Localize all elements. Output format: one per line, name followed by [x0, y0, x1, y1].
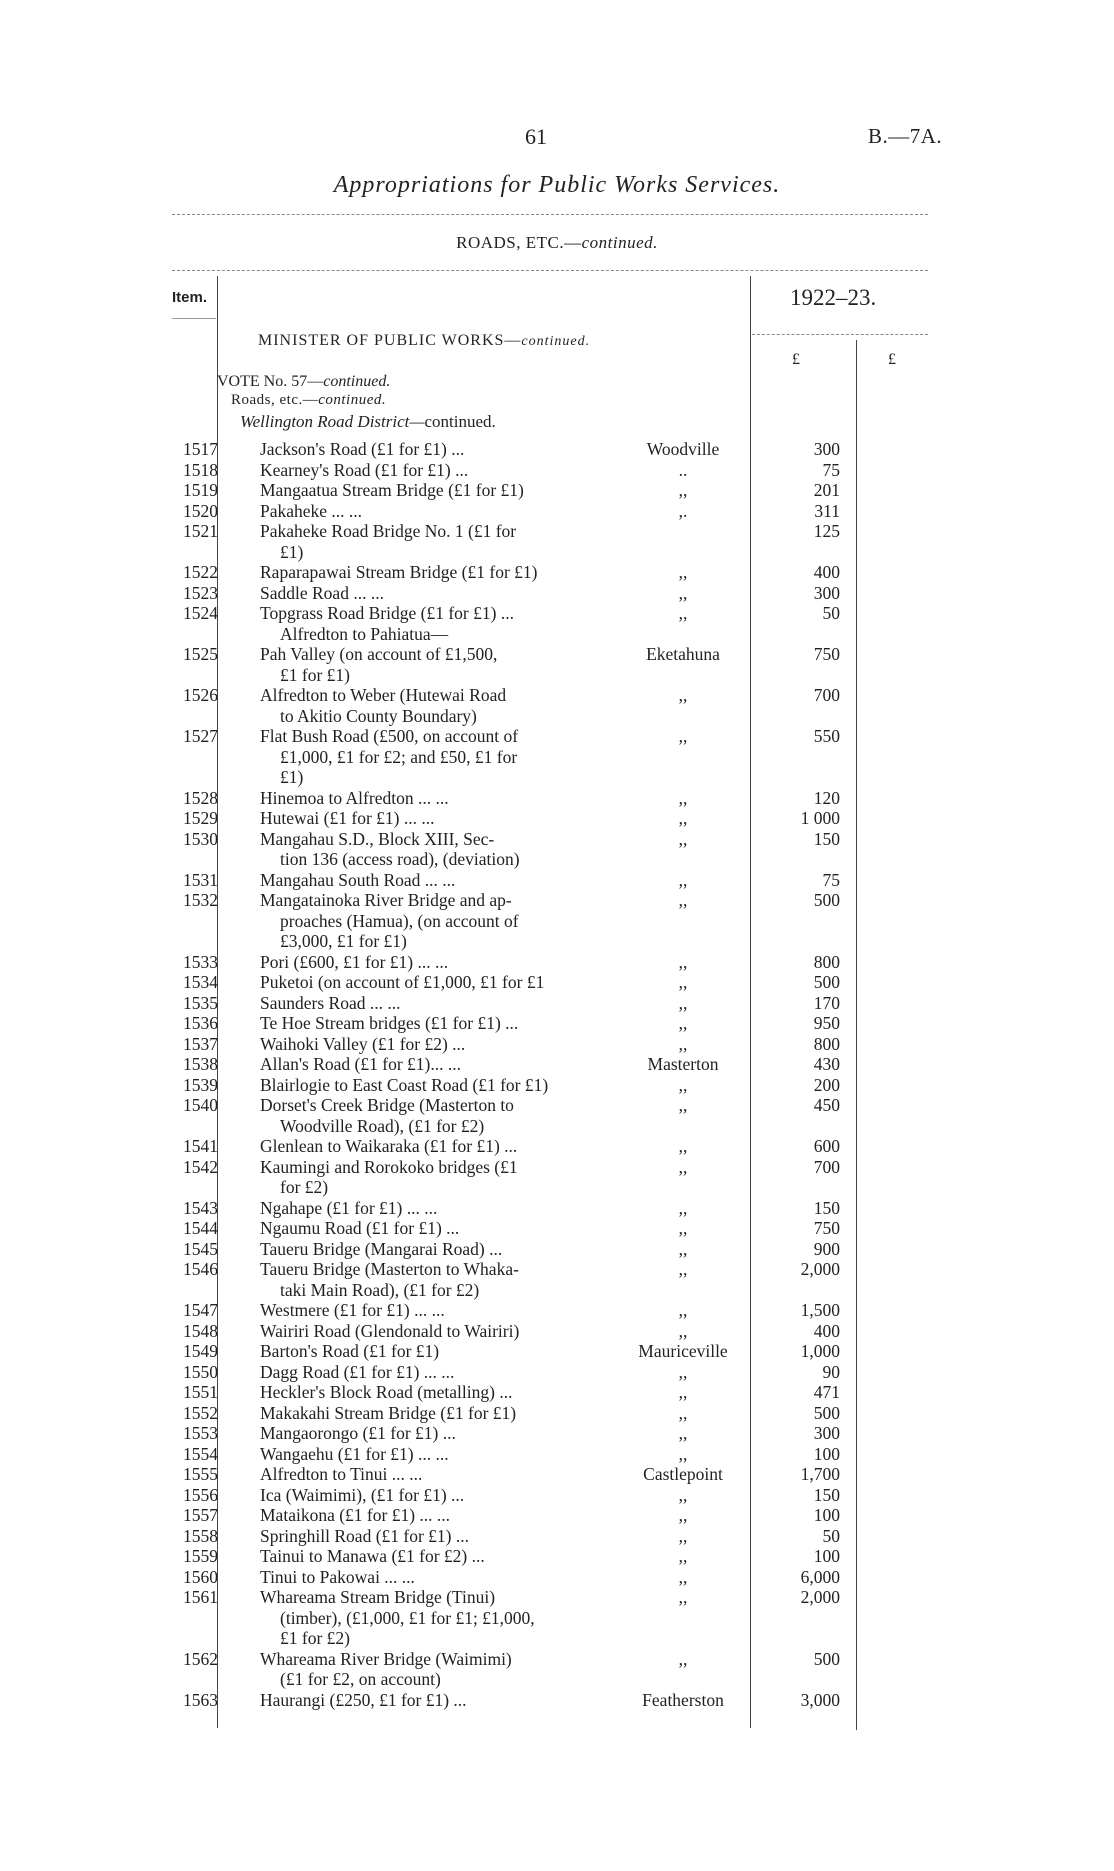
- item-number: 1538: [183, 1054, 218, 1074]
- item-number: 1542: [183, 1156, 218, 1177]
- item-description: [260, 1444, 605, 1465]
- item-location: ..: [678, 459, 688, 480]
- item-description: [260, 1300, 605, 1321]
- description-line: Allan's Road (£1 for £1)... ...: [260, 1054, 461, 1074]
- description-line: Jackson's Road (£1 for £1) ...: [260, 439, 465, 459]
- item-amount: 75: [822, 459, 840, 480]
- item-number: 1546: [183, 1259, 218, 1279]
- description-line: Tainui to Manawa (£1 for £2) ...: [260, 1546, 485, 1566]
- district-heading-cont: continued.: [424, 412, 496, 431]
- table-top-rule: [172, 270, 928, 271]
- item-description: [260, 480, 605, 501]
- item-amount: 800: [813, 951, 840, 972]
- item-description: [260, 1198, 605, 1219]
- item-number: 1547: [183, 1300, 218, 1320]
- item-location: ,,: [678, 1587, 688, 1607]
- item-amount: 471: [813, 1382, 840, 1402]
- item-description: [260, 1587, 605, 1649]
- item-description: [260, 1649, 605, 1690]
- item-amount: 700: [813, 1156, 840, 1177]
- section-title: [0, 233, 1114, 253]
- item-amount: 201: [813, 480, 840, 500]
- item-amount: 150: [813, 1197, 840, 1218]
- description-line: Tinui to Pakowai ... ...: [260, 1566, 415, 1587]
- item-description: [260, 829, 605, 870]
- item-description: [260, 1546, 605, 1567]
- item-location: ,,: [678, 1136, 688, 1156]
- item-amount: 100: [813, 1505, 840, 1525]
- item-number: 1537: [183, 1033, 218, 1054]
- description-line: Heckler's Block Road (metalling) ...: [260, 1382, 513, 1402]
- description-line: Taueru Bridge (Masterton to Whaka-: [260, 1259, 519, 1279]
- item-location: ,,: [678, 951, 688, 972]
- description-line: Raparapawai Stream Bridge (£1 for £1): [260, 562, 538, 582]
- item-description: [260, 1075, 605, 1096]
- item-amount: 300: [813, 582, 840, 603]
- item-location: Castlepoint: [643, 1464, 723, 1484]
- item-description: [260, 1013, 605, 1034]
- item-location: ,,: [678, 1402, 688, 1423]
- item-location: ,,: [678, 1546, 688, 1566]
- description-line: Mataikona (£1 for £1) ... ...: [260, 1505, 451, 1525]
- item-amount: 950: [813, 1013, 840, 1033]
- item-amount: 100: [813, 1546, 840, 1566]
- description-line: Waihoki Valley (£1 for £2) ...: [260, 1033, 466, 1054]
- item-number: 1519: [183, 480, 218, 500]
- item-amount: 50: [822, 1525, 840, 1546]
- item-number: 1521: [183, 521, 218, 541]
- item-amount: 500: [813, 972, 840, 992]
- item-number: 1554: [183, 1443, 218, 1464]
- item-location: Eketahuna: [646, 644, 720, 664]
- description-line: proaches (Hamua), (on account of: [280, 910, 519, 931]
- item-location: ,,: [678, 685, 688, 705]
- item-description: [260, 1259, 605, 1300]
- item-description: [260, 685, 605, 726]
- description-line: taki Main Road), (£1 for £2): [280, 1279, 480, 1300]
- item-description: [260, 1690, 605, 1711]
- description-line: (£1 for £2, on account): [280, 1669, 441, 1689]
- item-location: ,,: [678, 582, 688, 603]
- item-number: 1527: [183, 726, 218, 746]
- item-description: [260, 460, 605, 481]
- minister-heading: [258, 332, 590, 350]
- item-number: 1536: [183, 1013, 218, 1033]
- amount-column-divider: [750, 276, 751, 1728]
- item-amount: 150: [813, 828, 840, 849]
- description-line: Alfredton to Tinui ... ...: [260, 1464, 423, 1484]
- description-line: Te Hoe Stream bridges (£1 for £1) ...: [260, 1013, 519, 1033]
- item-description: [260, 1505, 605, 1526]
- item-location: ,,: [678, 480, 688, 500]
- item-description: [260, 1362, 605, 1383]
- item-number: 1520: [183, 500, 218, 521]
- description-line: Whareama Stream Bridge (Tinui): [260, 1587, 496, 1607]
- amount-subcolumn-divider: [856, 340, 857, 1730]
- item-description: [260, 1136, 605, 1157]
- item-amount: 1,500: [800, 1300, 840, 1320]
- item-location: ,,: [678, 992, 688, 1013]
- description-line: Wairiri Road (Glendonald to Wairiri): [260, 1320, 520, 1341]
- description-line: £1): [280, 767, 304, 787]
- item-description: [260, 1218, 605, 1239]
- description-line: Dorset's Creek Bridge (Masterton to: [260, 1095, 514, 1115]
- item-location: ,.: [678, 500, 688, 521]
- item-description: [260, 788, 605, 809]
- vote-heading-main: VOTE No. 57—: [217, 373, 324, 390]
- item-amount: 125: [813, 521, 840, 541]
- description-line: Kaumingi and Rorokoko bridges (£1: [260, 1156, 518, 1177]
- item-number: 1526: [183, 685, 218, 705]
- description-line: Pakaheke ... ...: [260, 500, 363, 521]
- description-line: £1 for £2): [280, 1628, 350, 1648]
- item-amount: 100: [813, 1443, 840, 1464]
- page-number: 61: [525, 124, 547, 149]
- description-line: Dagg Road (£1 for £1) ... ...: [260, 1361, 455, 1382]
- item-amount: 500: [813, 1648, 840, 1669]
- item-location: Masterton: [647, 1054, 719, 1074]
- item-number: 1522: [183, 562, 218, 582]
- description-line: Mangahau S.D., Block XIII, Sec-: [260, 828, 495, 849]
- currency-label-a: £: [792, 351, 800, 368]
- district-heading-main: Wellington Road District—: [240, 412, 425, 431]
- description-line: Kearney's Road (£1 for £1) ...: [260, 459, 469, 480]
- roads-heading-cont: continued.: [318, 392, 387, 408]
- description-line: for £2): [280, 1177, 329, 1197]
- item-number: 1534: [183, 972, 218, 992]
- item-number: 1531: [183, 869, 218, 890]
- description-line: £1,000, £1 for £2; and £50, £1 for: [280, 746, 518, 767]
- description-line: Makakahi Stream Bridge (£1 for £1): [260, 1402, 517, 1423]
- description-line: Pori (£600, £1 for £1) ... ...: [260, 951, 449, 972]
- item-description: [260, 1403, 605, 1424]
- description-line: to Akitio County Boundary): [280, 705, 477, 726]
- item-number: 1548: [183, 1320, 218, 1341]
- item-number: 1545: [183, 1238, 218, 1259]
- item-description: [260, 603, 605, 644]
- item-number: 1528: [183, 787, 218, 808]
- item-number: 1544: [183, 1218, 218, 1238]
- description-line: Saddle Road ... ...: [260, 582, 384, 603]
- section-title-main: ROADS, ETC.—: [456, 233, 582, 252]
- item-location: ,,: [678, 1300, 688, 1320]
- item-number: 1517: [183, 439, 218, 459]
- description-line: £3,000, £1 for £1): [280, 931, 407, 951]
- item-location: ,,: [678, 828, 688, 849]
- item-amount: 600: [813, 1136, 840, 1156]
- item-location: ,,: [678, 1197, 688, 1218]
- description-line: Flat Bush Road (£500, on account of: [260, 726, 519, 746]
- item-number: 1551: [183, 1382, 218, 1402]
- item-number: 1558: [183, 1525, 218, 1546]
- item-location: ,,: [678, 808, 688, 828]
- item-amount: 2,000: [800, 1259, 840, 1279]
- item-amount: 6,000: [800, 1566, 840, 1587]
- item-description: [260, 1464, 605, 1485]
- item-number: 1557: [183, 1505, 218, 1525]
- item-number: 1555: [183, 1464, 218, 1484]
- item-number: 1549: [183, 1341, 218, 1361]
- item-location: Mauriceville: [638, 1341, 728, 1361]
- item-number: 1550: [183, 1361, 218, 1382]
- item-location: ,,: [678, 972, 688, 992]
- item-number: 1559: [183, 1546, 218, 1566]
- item-location: ,,: [678, 1238, 688, 1259]
- currency-label-b: £: [888, 351, 896, 368]
- item-location: ,,: [678, 1648, 688, 1669]
- description-line: Puketoi (on account of £1,000, £1 for £1: [260, 972, 545, 992]
- description-line: Ica (Waimimi), (£1 for £1) ...: [260, 1484, 465, 1505]
- description-line: Blairlogie to East Coast Road (£1 for £1): [260, 1074, 549, 1095]
- description-line: Whareama River Bridge (Waimimi): [260, 1648, 512, 1669]
- item-amount: 90: [822, 1361, 840, 1382]
- section-title-cont: continued.: [581, 233, 658, 252]
- item-number: 1562: [183, 1648, 218, 1669]
- item-description: [260, 1485, 605, 1506]
- item-number: 1556: [183, 1484, 218, 1505]
- item-header-rule: [172, 318, 216, 319]
- description-line: Taueru Bridge (Mangarai Road) ...: [260, 1238, 503, 1259]
- item-amount: 3,000: [800, 1689, 840, 1710]
- description-line: (timber), (£1,000, £1 for £1; £1,000,: [280, 1607, 535, 1628]
- item-amount: 450: [813, 1095, 840, 1115]
- item-number: 1561: [183, 1587, 218, 1607]
- item-description: [260, 583, 605, 604]
- item-location: ,,: [678, 1095, 688, 1115]
- item-amount: 150: [813, 1484, 840, 1505]
- item-number: 1523: [183, 582, 218, 603]
- description-line: Wangaehu (£1 for £1) ... ...: [260, 1443, 449, 1464]
- item-description: [260, 972, 605, 993]
- minister-heading-main: MINISTER OF PUBLIC WORKS—: [258, 332, 522, 349]
- item-location: ,,: [678, 890, 688, 910]
- item-description: [260, 1034, 605, 1055]
- item-location: ,,: [678, 1423, 688, 1443]
- vote-heading: [217, 373, 390, 391]
- item-location: ,,: [678, 869, 688, 890]
- item-location: ,,: [678, 787, 688, 808]
- minister-heading-cont: continued.: [521, 334, 591, 349]
- item-description: [260, 521, 605, 562]
- item-amount: 311: [814, 500, 840, 521]
- item-location: ,,: [678, 1361, 688, 1382]
- item-description: [260, 1341, 605, 1362]
- item-description: [260, 1239, 605, 1260]
- description-line: Saunders Road ... ...: [260, 992, 401, 1013]
- item-amount: 1,700: [800, 1464, 840, 1484]
- item-number: 1553: [183, 1423, 218, 1443]
- item-amount: 400: [813, 1320, 840, 1341]
- item-description: [260, 1095, 605, 1136]
- item-amount: 1,000: [800, 1341, 840, 1361]
- item-amount: 500: [813, 890, 840, 910]
- item-description: [260, 1423, 605, 1444]
- item-description: [260, 952, 605, 973]
- item-amount: 900: [813, 1238, 840, 1259]
- description-line: tion 136 (access road), (deviation): [280, 849, 520, 869]
- item-description: [260, 501, 605, 522]
- item-amount: 120: [813, 787, 840, 808]
- title-rule: [172, 214, 928, 215]
- item-number: 1530: [183, 828, 218, 849]
- item-description: [260, 1321, 605, 1342]
- item-column-header: Item.: [172, 289, 208, 306]
- item-amount: 500: [813, 1402, 840, 1423]
- item-amount: 200: [813, 1074, 840, 1095]
- item-number: 1560: [183, 1566, 218, 1587]
- item-number: 1543: [183, 1197, 218, 1218]
- description-line: Woodville Road), (£1 for £2): [280, 1115, 485, 1136]
- description-line: Haurangi (£250, £1 for £1) ...: [260, 1689, 467, 1710]
- year-header-rule: [752, 334, 928, 335]
- item-amount: 300: [813, 1423, 840, 1443]
- item-number: 1525: [183, 644, 218, 664]
- item-location: ,,: [678, 562, 688, 582]
- item-location: ,,: [678, 726, 688, 746]
- item-number: 1539: [183, 1074, 218, 1095]
- item-description: [260, 1382, 605, 1403]
- item-amount: 1 000: [800, 808, 840, 828]
- item-location: ,,: [678, 1013, 688, 1033]
- year-column-header: 1922–23.: [790, 285, 877, 310]
- description-line: Mangahau South Road ... ...: [260, 869, 456, 890]
- item-description: [260, 993, 605, 1014]
- description-line: Mangaorongo (£1 for £1) ...: [260, 1423, 456, 1443]
- item-location: ,,: [678, 1033, 688, 1054]
- item-number: 1529: [183, 808, 218, 828]
- item-location: ,,: [678, 1218, 688, 1238]
- item-amount: 2,000: [800, 1587, 840, 1607]
- description-line: Hinemoa to Alfredton ... ...: [260, 787, 449, 808]
- item-number: 1541: [183, 1136, 218, 1156]
- item-description: [260, 1567, 605, 1588]
- item-location: ,,: [678, 1505, 688, 1525]
- item-amount: 400: [813, 562, 840, 582]
- description-line: Glenlean to Waikaraka (£1 for £1) ...: [260, 1136, 518, 1156]
- item-number: 1532: [183, 890, 218, 910]
- description-line: Ngahape (£1 for £1) ... ...: [260, 1197, 438, 1218]
- description-line: Ngaumu Road (£1 for £1) ...: [260, 1218, 460, 1238]
- item-description: [260, 562, 605, 583]
- item-amount: 430: [813, 1054, 840, 1074]
- item-description: [260, 644, 605, 685]
- item-amount: 50: [822, 603, 840, 623]
- item-location: ,,: [678, 1156, 688, 1177]
- item-number: 1518: [183, 459, 218, 480]
- item-number: 1535: [183, 992, 218, 1013]
- district-heading: [240, 412, 496, 432]
- description-line: Topgrass Road Bridge (£1 for £1) ...: [260, 603, 514, 623]
- description-line: Alfredton to Weber (Hutewai Road: [260, 685, 507, 705]
- item-description: [260, 439, 605, 460]
- item-description: [260, 890, 605, 952]
- item-description: [260, 808, 605, 829]
- vote-heading-cont: continued.: [323, 373, 391, 390]
- item-amount: 750: [813, 1218, 840, 1238]
- item-description: [260, 1157, 605, 1198]
- description-line: Barton's Road (£1 for £1): [260, 1341, 440, 1361]
- description-line: Mangatainoka River Bridge and ap-: [260, 890, 512, 910]
- item-location: ,,: [678, 603, 688, 623]
- item-amount: 800: [813, 1033, 840, 1054]
- description-line: Pah Valley (on account of £1,500,: [260, 644, 498, 664]
- item-amount: 300: [813, 439, 840, 459]
- item-number: 1552: [183, 1402, 218, 1423]
- item-amount: 750: [813, 644, 840, 664]
- item-amount: 170: [813, 992, 840, 1013]
- roads-heading-main: Roads, etc.—: [231, 392, 319, 408]
- item-description: [260, 870, 605, 891]
- description-line: Westmere (£1 for £1) ... ...: [260, 1300, 445, 1320]
- roads-heading: [231, 392, 386, 409]
- description-line: Pakaheke Road Bridge No. 1 (£1 for: [260, 521, 517, 541]
- item-description: [260, 1054, 605, 1075]
- item-location: ,,: [678, 1259, 688, 1279]
- item-location: ,,: [678, 1566, 688, 1587]
- item-number: 1524: [183, 603, 218, 623]
- item-amount: 700: [813, 685, 840, 705]
- description-line: Mangaatua Stream Bridge (£1 for £1): [260, 480, 524, 500]
- item-amount: 550: [813, 726, 840, 746]
- description-line: Hutewai (£1 for £1) ... ...: [260, 808, 435, 828]
- item-location: ,,: [678, 1443, 688, 1464]
- item-description: [260, 726, 605, 788]
- item-location: Featherston: [642, 1689, 724, 1710]
- description-line: Springhill Road (£1 for £1) ...: [260, 1525, 470, 1546]
- item-location: ,,: [678, 1382, 688, 1402]
- item-location: ,,: [678, 1525, 688, 1546]
- item-location: ,,: [678, 1484, 688, 1505]
- item-location: ,,: [678, 1074, 688, 1095]
- description-line: Alfredton to Pahiatua—: [280, 623, 449, 644]
- item-location: Woodville: [646, 439, 720, 459]
- item-location: ,,: [678, 1320, 688, 1341]
- item-number: 1533: [183, 951, 218, 972]
- page-title: Appropriations for Public Works Services.: [333, 172, 781, 198]
- description-line: £1): [280, 541, 304, 562]
- description-line: £1 for £1): [280, 664, 350, 685]
- item-number: 1563: [183, 1689, 218, 1710]
- document-reference: B.—7A.: [868, 124, 943, 148]
- item-amount: 75: [822, 869, 840, 890]
- item-number: 1540: [183, 1095, 218, 1115]
- item-description: [260, 1526, 605, 1547]
